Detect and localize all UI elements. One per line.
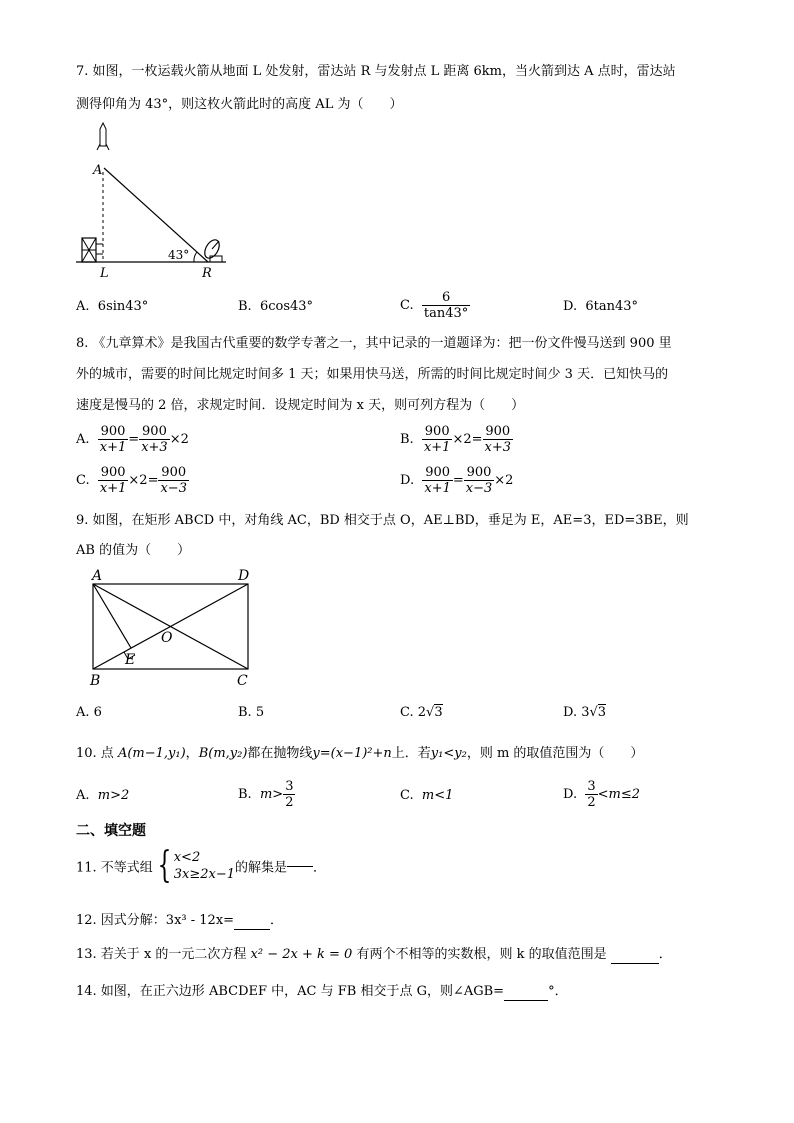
label-a: A [92,568,103,584]
sqrt-symbol: √ [426,705,435,720]
launch-tower-icon [82,238,103,262]
q10-option-c: C. m<1 [400,788,454,803]
q8-option-a: A. $\frac{900}{x+1}$ = $\frac{900}{x+3}$ ×2 [76,424,189,455]
q10-option-d: D. $\frac{3}{2}$ <m≤2 [563,779,641,810]
answer-blank[interactable] [611,947,659,964]
sqrt-symbol: √ [589,705,598,720]
angle-label: 43° [168,248,190,262]
q10-option-b: B. m> $\frac{3}{2}$ [238,779,294,810]
q8-option-c: C. $\frac{900}{x+1}$ ×2= $\frac{900}{x-3}$ [76,465,187,496]
q8-line1: 8. 《九章算术》是我国古代重要的数学专著之一，其中记录的一道题译为：把一份文件慢马送到 900 里 [76,336,672,351]
q7-option-c: C. $\frac{6}{\tan 43^\circ}$ [400,290,469,321]
label-r: R [202,266,212,281]
q14: 14. 如图，在正六边形 ABCDEF 中，AC 与 FB 相交于点 G，则∠AGB= °． [76,984,568,999]
answer-blank[interactable] [234,913,270,930]
q9-line1: 9. 如图，在矩形 ABCD 中，对角线 AC，BD 相交于点 O，AE⊥BD，垂足为 E，AE=3，ED=3BE，则 [76,513,689,528]
segment-ae [93,584,131,648]
q9-option-d: D. 3√3 [563,705,607,720]
brace-symbol: { [157,845,172,886]
q13: 13. 若关于 x 的一元二次方程 x² − 2x + k = 0 有两个不相等的实数根，则 k 的取值范围是 ． [76,947,672,962]
label-o: O [161,630,173,646]
q8-option-b: B. $\frac{900}{x+1}$ ×2= $\frac{900}{x+3}$ [400,424,512,455]
q11: 11. 不等式组 { x<2 3x≥2x−1 的解集是 ． [76,845,327,886]
q12: 12. 因式分解：3x³ - 12x= ． [76,913,284,928]
angle-arc [194,252,197,262]
q8-line2: 外的城市，需要的时间比规定时间多 1 天；如果用快马送，所需的时间比规定时间少 3 天．已知快马的 [76,367,669,382]
q7-option-b: B. 6cos43° [238,299,314,314]
line-of-sight [104,168,208,262]
q7-figure [74,120,234,282]
section-title: 二、填空题 [76,823,146,839]
q8-line3: 速度是慢马的 2 倍，求规定时间．设规定时间为 x 天，则可列方程为（ ） [76,398,525,413]
label-e: E [125,652,136,668]
q7-line1: 7. 如图，一枚运载火箭从地面 L 处发射，雷达站 R 与发射点 L 距离 6km，当火箭到达 A 点时，雷达站 [76,64,676,79]
radar-dish-icon [202,237,222,262]
q9-option-a: A. 6 [76,705,102,720]
q10-option-a: A. m>2 [76,788,130,803]
q8-option-d: D. $\frac{900}{x+1}$ = $\frac{900}{x-3}$ ×2 [400,465,514,496]
q7-line2: 测得仰角为 43°，则这枚火箭此时的高度 AL 为（ ） [76,97,403,112]
q10-stem: 10. 点 A(m−1,y₁)，B(m,y₂)都在抛物线y=(x−1)²+n上．若y₁<y₂，则 m 的取值范围为（ ） [76,746,644,761]
label-d: D [238,568,250,584]
q7-option-a: A. 6sin43° [76,299,149,314]
q9-line2: AB 的值为（ ） [76,543,191,558]
q7-option-d: D. 6tan43° [563,299,639,314]
rocket-icon [97,123,109,150]
label-a: A [93,163,103,178]
answer-blank[interactable] [287,866,313,867]
q9-option-c: C. 2√3 [400,705,443,720]
q9-figure [84,566,260,690]
answer-blank[interactable] [504,984,548,1001]
label-c: C [237,673,248,689]
q9-option-b: B. 5 [238,705,265,720]
label-b: B [90,673,101,689]
label-l: L [100,266,109,281]
